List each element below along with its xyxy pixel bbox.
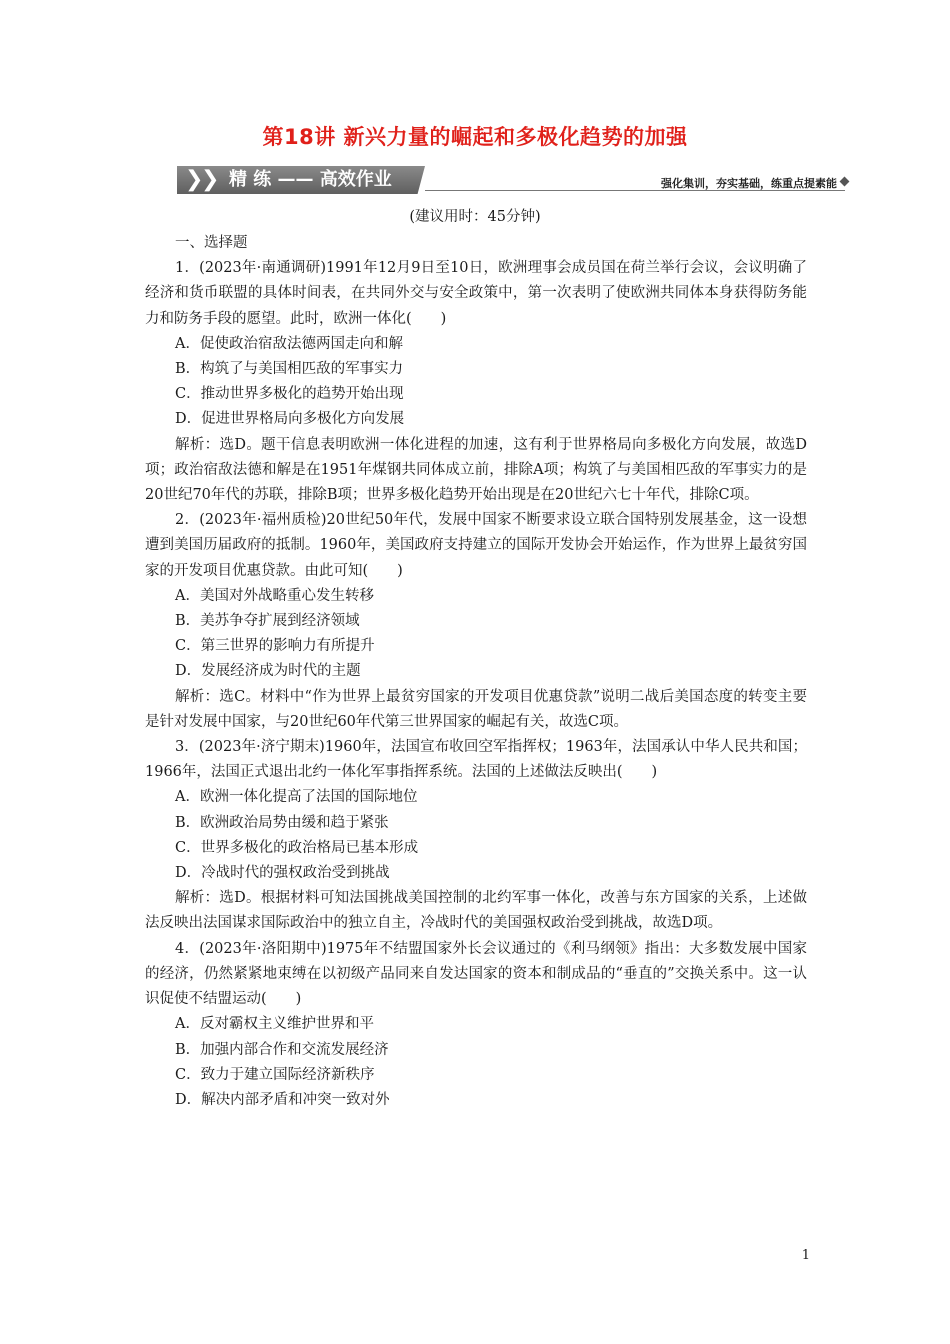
option-d: D．发展经济成为时代的主题	[175, 663, 361, 680]
chevron-right-icon: ❯	[201, 167, 220, 192]
question-block	[145, 735, 807, 937]
diamond-icon	[840, 177, 850, 187]
option-a: A．欧洲一体化提高了法国的国际地位	[175, 789, 418, 806]
question-content	[145, 231, 807, 1113]
section-heading: 一、选择题	[175, 235, 248, 251]
question-stem: 2．(2023年·福州质检)20世纪50年代，发展中国家不断要求设立联合国特别发展基金，这一设想遭到美国历届政府的抵制。1960年，美国政府支持建立的国际开发协会开始运作，作为世界上最贫穷国家的开发项目优惠贷款。由此可知( )	[145, 512, 807, 579]
question-analysis: 解析：选D。根据材料可知法国挑战美国控制的北约军事一体化，改善与东方国家的关系，上述做法反映出法国谋求国际政治中的独立自主，冷战时代的美国强权政治受到挑战，故选D项。	[145, 890, 807, 932]
option-d: D．解决内部矛盾和冲突一致对外	[175, 1091, 390, 1108]
page-number: 1	[801, 1248, 810, 1263]
chevron-right-icon: ❯	[185, 167, 204, 192]
question-block	[145, 256, 807, 508]
option-a: A．反对霸权主义维护世界和平	[175, 1016, 374, 1033]
option-c: C．致力于建立国际经济新秩序	[175, 1066, 375, 1083]
option-b: B．美苏争夺扩展到经济领域	[175, 613, 360, 630]
option-b: B．欧洲政治局势由缓和趋于紧张	[175, 814, 389, 831]
question-analysis: 解析：选D。题干信息表明欧洲一体化进程的加速，这有利于世界格局向多极化方向发展，故选D项；政治宿敌法德和解是在1951年煤钢共同体成立前，排除A项；构筑了与美国相匹敌的军事实力的是20世纪70年代的苏联，排除B项；世界多极化趋势开始出现是在20世纪六七十年代，排除C项。	[145, 436, 807, 504]
banner-slogan: 强化集训，夯实基础，练重点提素能	[661, 177, 837, 190]
option-d: D．促进世界格局向多极化方向发展	[175, 411, 405, 428]
option-c: C．第三世界的影响力有所提升	[175, 638, 375, 655]
question-stem: 1．(2023年·南通调研)1991年12月9日至10日，欧洲理事会成员国在荷兰举行会议，会议明确了经济和货币联盟的具体时间表，在共同外交与安全政策中，第一次表明了使欧洲共同体本身获得防务能力和防务手段的愿望。此时，欧洲一体化( )	[145, 260, 807, 327]
option-b: B．构筑了与美国相匹敌的军事实力	[175, 361, 404, 378]
question-stem: 3．(2023年·济宁期末)1960年，法国宣布收回空军指挥权；1963年，法国承认中华人民共和国；1966年，法国正式退出北约一体化军事指挥系统。法国的上述做法反映出( )	[145, 739, 807, 781]
question-block	[145, 937, 807, 1113]
option-c: C．世界多极化的政治格局已基本形成	[175, 839, 419, 856]
page-title: 第18讲 新兴力量的崛起和多极化趋势的加强	[262, 125, 688, 149]
option-b: B．加强内部合作和交流发展经济	[175, 1041, 389, 1058]
option-a: A．美国对外战略重心发生转移	[175, 587, 374, 604]
question-stem: 4．(2023年·洛阳期中)1975年不结盟国家外长会议通过的《利马纲领》指出：大多数发展中国家的经济，仍然紧紧地束缚在以初级产品同来自发达国家的资本和制成品的“垂直的”交换关系中。这一认识促使不结盟运动( )	[145, 940, 807, 1008]
banner-label: 精 练 —— 高效作业	[229, 169, 392, 190]
suggested-time: (建议用时：45分钟)	[409, 209, 541, 225]
question-analysis: 解析：选C。材料中“作为世界上最贫穷国家的开发项目优惠贷款”说明二战后美国态度的转变主要是针对发展中国家，与20世纪60年代第三世界国家的崛起有关，故选C项。	[145, 688, 807, 730]
section-banner	[177, 166, 877, 194]
question-block	[145, 508, 807, 735]
option-a: A．促使政治宿敌法德两国走向和解	[175, 335, 403, 352]
option-c: C．推动世界多极化的趋势开始出现	[175, 386, 404, 403]
option-d: D．冷战时代的强权政治受到挑战	[175, 865, 390, 882]
